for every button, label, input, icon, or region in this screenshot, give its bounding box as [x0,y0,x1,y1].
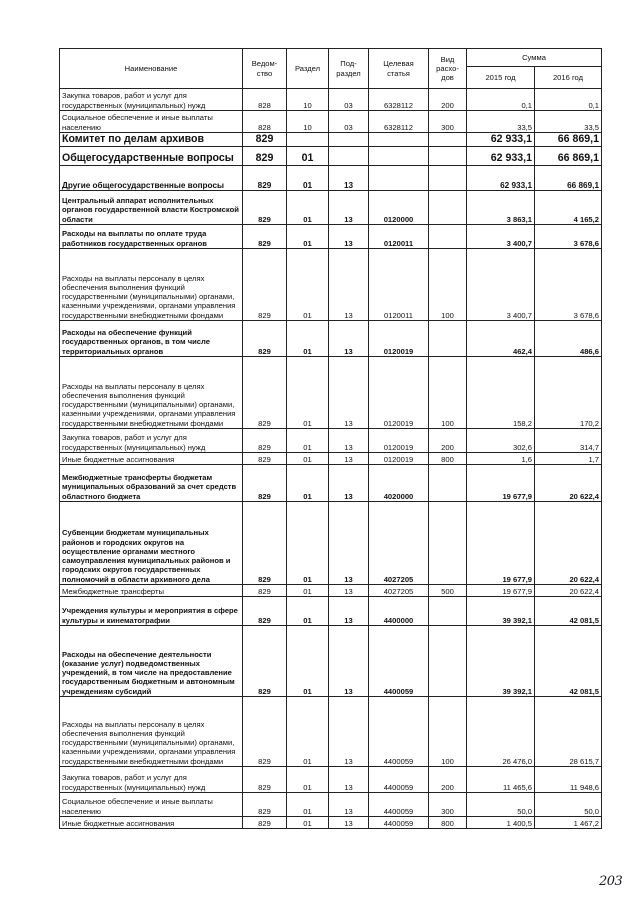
row-dept: 829 [243,453,287,465]
table-row [60,225,602,249]
row-section: 01 [287,697,329,767]
row-subsection: 03 [329,111,369,133]
table-row [60,453,602,465]
row-exp-type [429,225,467,249]
row-target: 4400059 [369,817,429,829]
row-exp-type: 200 [429,767,467,793]
row-subsection: 13 [329,465,369,502]
row-sum-2015: 0,1 [467,89,535,111]
table-row [60,585,602,597]
table-row [60,597,602,626]
row-dept: 829 [243,626,287,697]
row-sum-2016: 1,7 [535,453,602,465]
row-dept: 829 [243,502,287,585]
row-sum-2015: 3 400,7 [467,225,535,249]
row-section: 01 [287,166,329,191]
row-exp-type [429,147,467,166]
row-subsection: 13 [329,502,369,585]
row-exp-type: 100 [429,697,467,767]
row-target: 0120019 [369,453,429,465]
row-subsection: 13 [329,225,369,249]
table-row [60,767,602,793]
row-name: Закупка товаров, работ и услуг для государственных (муниципальных) нужд [60,767,243,793]
row-sum-2015: 19 677,9 [467,465,535,502]
row-sum-2016: 3 678,6 [535,249,602,321]
row-sum-2016: 170,2 [535,357,602,429]
row-sum-2016: 0,1 [535,89,602,111]
row-target: 0120000 [369,191,429,225]
row-name: Межбюджетные трансферты бюджетам муниципальных образований за счет средств областного бюджета [60,465,243,502]
row-exp-type: 300 [429,793,467,817]
row-subsection: 13 [329,767,369,793]
row-exp-type [429,626,467,697]
row-sum-2015: 1 400,5 [467,817,535,829]
row-exp-type: 100 [429,357,467,429]
row-subsection: 13 [329,697,369,767]
row-sum-2016: 50,0 [535,793,602,817]
row-sum-2016: 1 467,2 [535,817,602,829]
row-dept: 828 [243,111,287,133]
row-sum-2015: 19 677,9 [467,585,535,597]
row-subsection: 13 [329,585,369,597]
row-dept: 829 [243,133,287,147]
row-target: 4400059 [369,767,429,793]
row-dept: 829 [243,321,287,357]
row-name: Иные бюджетные ассигнования [60,817,243,829]
table-row [60,89,602,111]
row-exp-type: 800 [429,817,467,829]
row-sum-2016: 20 622,4 [535,465,602,502]
row-target: 0120019 [369,321,429,357]
row-dept: 829 [243,357,287,429]
row-sum-2016: 33,5 [535,111,602,133]
row-exp-type: 200 [429,429,467,453]
row-subsection: 13 [329,453,369,465]
row-section: 01 [287,191,329,225]
row-name: Расходы на обеспечение функций государственных органов, в том числе территориальных органов [60,321,243,357]
header-sum: Сумма [467,49,602,67]
row-sum-2016: 66 869,1 [535,166,602,191]
row-target: 4020000 [369,465,429,502]
row-section: 10 [287,111,329,133]
row-sum-2015: 62 933,1 [467,166,535,191]
row-exp-type: 500 [429,585,467,597]
row-dept: 829 [243,249,287,321]
row-exp-type [429,502,467,585]
row-name: Закупка товаров, работ и услуг для государственных (муниципальных) нужд [60,429,243,453]
table-row [60,191,602,225]
table-row [60,321,602,357]
row-target: 4400059 [369,793,429,817]
table-body [60,89,602,829]
table-header [60,49,602,89]
row-section: 01 [287,453,329,465]
row-subsection: 13 [329,191,369,225]
row-name: Центральный аппарат исполнительных органов государственной власти Костромской области [60,191,243,225]
row-dept: 829 [243,191,287,225]
row-subsection: 13 [329,429,369,453]
row-section: 01 [287,502,329,585]
page-number: 203 [599,874,623,889]
row-sum-2016: 11 948,6 [535,767,602,793]
row-target: 4027205 [369,502,429,585]
row-exp-type [429,166,467,191]
header-exp-type: Вид расхо- дов [429,49,467,89]
row-dept: 828 [243,89,287,111]
row-sum-2016: 486,6 [535,321,602,357]
row-exp-type [429,133,467,147]
row-dept: 829 [243,817,287,829]
row-target: 0120019 [369,357,429,429]
row-section: 01 [287,817,329,829]
row-name: Расходы на выплаты по оплате труда работников государственных органов [60,225,243,249]
table-row [60,147,602,166]
row-exp-type [429,191,467,225]
row-sum-2015: 3 400,7 [467,249,535,321]
row-sum-2016: 314,7 [535,429,602,453]
row-dept: 829 [243,697,287,767]
table-row [60,166,602,191]
row-subsection: 13 [329,321,369,357]
row-sum-2015: 39 392,1 [467,626,535,697]
row-exp-type: 300 [429,111,467,133]
row-target: 4400059 [369,697,429,767]
table-row [60,817,602,829]
row-exp-type [429,597,467,626]
row-section: 01 [287,585,329,597]
table-row [60,465,602,502]
row-name: Учреждения культуры и мероприятия в сфере культуры и кинематографии [60,597,243,626]
row-sum-2016: 66 869,1 [535,133,602,147]
row-target: 6328112 [369,89,429,111]
row-sum-2016: 4 165,2 [535,191,602,225]
header-target: Целевая статья [369,49,429,89]
row-name: Иные бюджетные ассигнования [60,453,243,465]
row-sum-2015: 302,6 [467,429,535,453]
row-name: Субвенции бюджетам муниципальных районов и городских округов на осуществление органами местного самоуправления муниципальных районов и городских округов государственных полномочий в области архивного дела [60,502,243,585]
row-subsection: 13 [329,793,369,817]
row-sum-2016: 42 081,5 [535,597,602,626]
row-subsection [329,147,369,166]
row-exp-type: 200 [429,89,467,111]
row-section: 01 [287,793,329,817]
row-sum-2015: 3 863,1 [467,191,535,225]
row-target: 0120011 [369,225,429,249]
row-section [287,133,329,147]
row-exp-type: 100 [429,249,467,321]
row-dept: 829 [243,166,287,191]
header-2015: 2015 год [467,67,535,89]
table-row [60,429,602,453]
row-section: 01 [287,357,329,429]
row-section: 01 [287,465,329,502]
row-subsection: 13 [329,357,369,429]
row-target [369,166,429,191]
table-row [60,793,602,817]
row-sum-2016: 66 869,1 [535,147,602,166]
row-sum-2015: 1,6 [467,453,535,465]
row-dept: 829 [243,465,287,502]
row-name: Комитет по делам архивов [60,133,243,147]
row-sum-2015: 26 476,0 [467,697,535,767]
row-section: 01 [287,626,329,697]
table-row [60,111,602,133]
row-dept: 829 [243,429,287,453]
row-name: Общегосударственные вопросы [60,147,243,166]
row-sum-2015: 62 933,1 [467,133,535,147]
row-subsection: 13 [329,249,369,321]
row-sum-2016: 42 081,5 [535,626,602,697]
row-dept: 829 [243,767,287,793]
table-row [60,697,602,767]
table-row [60,357,602,429]
row-target: 0120019 [369,429,429,453]
row-subsection [329,133,369,147]
row-name: Расходы на выплаты персоналу в целях обеспечения выполнения функций государственными (муниципальными) органами, казенными учреждениями, органами управления государственными внебюджетными фондами [60,357,243,429]
table-row [60,502,602,585]
header-name: Наименование [60,49,243,89]
header-subsection: Под- раздел [329,49,369,89]
row-subsection: 03 [329,89,369,111]
table-row [60,626,602,697]
row-section: 01 [287,225,329,249]
row-section: 10 [287,89,329,111]
row-dept: 829 [243,147,287,166]
row-section: 01 [287,597,329,626]
row-sum-2016: 20 622,4 [535,585,602,597]
table-row [60,133,602,147]
row-sum-2015: 158,2 [467,357,535,429]
row-subsection: 13 [329,626,369,697]
row-name: Межбюджетные трансферты [60,585,243,597]
row-exp-type [429,465,467,502]
row-name: Закупка товаров, работ и услуг для государственных (муниципальных) нужд [60,89,243,111]
row-target [369,133,429,147]
row-sum-2016: 20 622,4 [535,502,602,585]
row-subsection: 13 [329,817,369,829]
row-dept: 829 [243,597,287,626]
row-subsection: 13 [329,597,369,626]
row-exp-type [429,321,467,357]
row-sum-2015: 62 933,1 [467,147,535,166]
row-name: Другие общегосударственные вопросы [60,166,243,191]
row-sum-2016: 28 615,7 [535,697,602,767]
row-sum-2015: 50,0 [467,793,535,817]
row-sum-2015: 39 392,1 [467,597,535,626]
header-section: Раздел [287,49,329,89]
row-target [369,147,429,166]
header-2016: 2016 год [535,67,602,89]
row-dept: 829 [243,225,287,249]
row-exp-type: 800 [429,453,467,465]
row-name: Расходы на выплаты персоналу в целях обеспечения выполнения функций государственными (муниципальными) органами, казенными учреждениями, органами управления государственными внебюджетными фондами [60,249,243,321]
row-section: 01 [287,429,329,453]
row-name: Расходы на выплаты персоналу в целях обеспечения выполнения функций государственными (муниципальными) органами, казенными учреждениями, органами управления государственными внебюджетными фондами [60,697,243,767]
row-subsection: 13 [329,166,369,191]
row-target: 4400059 [369,626,429,697]
row-section: 01 [287,321,329,357]
row-section: 01 [287,767,329,793]
row-sum-2015: 19 677,9 [467,502,535,585]
row-dept: 829 [243,585,287,597]
header-dept: Ведом- ство [243,49,287,89]
row-name: Социальное обеспечение и иные выплаты населению [60,111,243,133]
row-target: 6328112 [369,111,429,133]
row-target: 4027205 [369,585,429,597]
row-sum-2015: 33,5 [467,111,535,133]
budget-table [59,48,602,829]
table-row [60,249,602,321]
row-sum-2016: 3 678,6 [535,225,602,249]
row-name: Социальное обеспечение и иные выплаты населению [60,793,243,817]
row-name: Расходы на обеспечение деятельности (оказание услуг) подведомственных учреждений, в том числе на предоставление государственным бюджетным и автономным учреждениям субсидий [60,626,243,697]
row-dept: 829 [243,793,287,817]
row-section: 01 [287,147,329,166]
row-target: 4400000 [369,597,429,626]
row-sum-2015: 462,4 [467,321,535,357]
row-section: 01 [287,249,329,321]
row-target: 0120011 [369,249,429,321]
row-sum-2015: 11 465,6 [467,767,535,793]
